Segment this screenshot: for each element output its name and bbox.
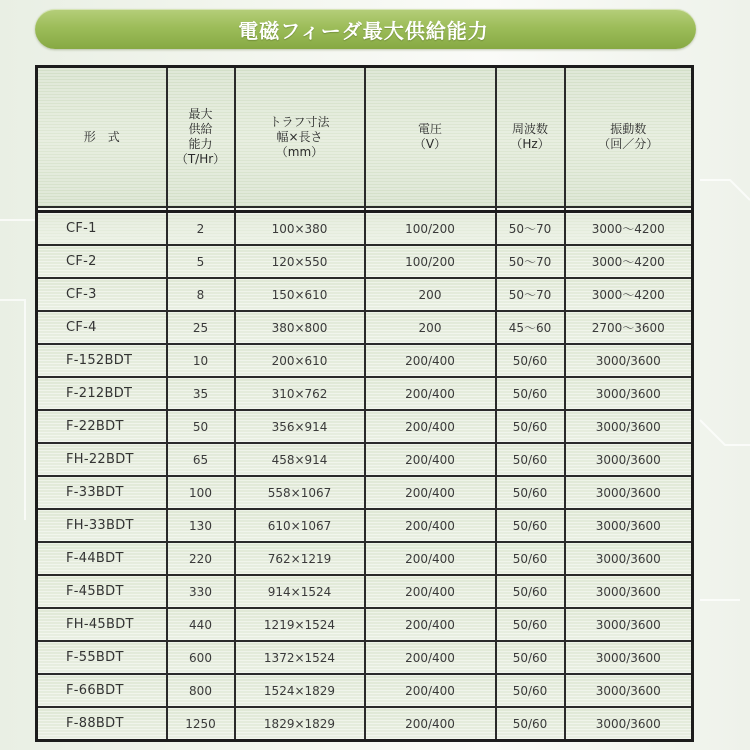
cell-capacity: 8	[167, 278, 235, 311]
cell-frequency: 50/60	[496, 674, 565, 707]
cell-vibration: 3000/3600	[565, 608, 693, 641]
cell-trough-size: 1829×1829	[235, 707, 365, 741]
header-trough-line: 幅×長さ	[276, 129, 323, 144]
cell-trough-size: 762×1219	[235, 542, 365, 575]
cell-voltage: 200	[365, 311, 496, 344]
cell-vibration: 3000/3600	[565, 377, 693, 410]
table-row	[37, 476, 693, 509]
cell-frequency: 45〜60	[496, 311, 565, 344]
cell-voltage: 200/400	[365, 476, 496, 509]
cell-model: CF-4	[37, 311, 167, 344]
cell-voltage: 200/400	[365, 707, 496, 741]
cell-model: CF-3	[37, 278, 167, 311]
cell-trough-size: 120×550	[235, 245, 365, 278]
cell-capacity: 100	[167, 476, 235, 509]
cell-vibration: 3000〜4200	[565, 212, 693, 246]
cell-capacity: 65	[167, 443, 235, 476]
cell-frequency: 50/60	[496, 377, 565, 410]
cell-capacity: 5	[167, 245, 235, 278]
cell-vibration: 3000〜4200	[565, 278, 693, 311]
cell-voltage: 200/400	[365, 608, 496, 641]
header-vibration-label: 振動数	[610, 122, 647, 136]
table-row	[37, 443, 693, 476]
cell-model: F-152BDT	[37, 344, 167, 377]
header-voltage-unit: （V）	[413, 137, 447, 151]
cell-voltage: 200/400	[365, 344, 496, 377]
cell-trough-size: 1219×1524	[235, 608, 365, 641]
cell-capacity: 130	[167, 509, 235, 542]
cell-trough-size: 1372×1524	[235, 641, 365, 674]
cell-trough-size: 558×1067	[235, 476, 365, 509]
cell-frequency: 50〜70	[496, 278, 565, 311]
cell-model: FH-33BDT	[37, 509, 167, 542]
cell-model: F-33BDT	[37, 476, 167, 509]
header-model	[37, 67, 167, 208]
cell-voltage: 200/400	[365, 509, 496, 542]
cell-model: F-44BDT	[37, 542, 167, 575]
cell-frequency: 50/60	[496, 575, 565, 608]
cell-frequency: 50/60	[496, 707, 565, 741]
cell-capacity: 10	[167, 344, 235, 377]
cell-voltage: 200/400	[365, 443, 496, 476]
header-capacity-line: 能力	[188, 137, 213, 151]
table-row	[37, 608, 693, 641]
cell-voltage: 200/400	[365, 377, 496, 410]
cell-frequency: 50/60	[496, 641, 565, 674]
cell-trough-size: 610×1067	[235, 509, 365, 542]
cell-vibration: 2700〜3600	[565, 311, 693, 344]
cell-vibration: 3000/3600	[565, 575, 693, 608]
cell-frequency: 50/60	[496, 608, 565, 641]
capacity-table	[35, 65, 694, 742]
cell-model: FH-45BDT	[37, 608, 167, 641]
header-capacity-unit: （T/Hr）	[175, 152, 226, 166]
header-capacity	[167, 67, 235, 208]
cell-vibration: 3000/3600	[565, 674, 693, 707]
cell-trough-size: 100×380	[235, 212, 365, 246]
cell-model: F-88BDT	[37, 707, 167, 741]
cell-trough-size: 914×1524	[235, 575, 365, 608]
cell-vibration: 3000〜4200	[565, 245, 693, 278]
cell-voltage: 100/200	[365, 212, 496, 246]
cell-vibration: 3000/3600	[565, 641, 693, 674]
header-vibration	[565, 67, 693, 208]
cell-capacity: 35	[167, 377, 235, 410]
cell-voltage: 200	[365, 278, 496, 311]
table-body	[37, 212, 693, 741]
cell-trough-size: 310×762	[235, 377, 365, 410]
cell-voltage: 200/400	[365, 674, 496, 707]
cell-voltage: 200/400	[365, 542, 496, 575]
cell-model: F-212BDT	[37, 377, 167, 410]
cell-frequency: 50/60	[496, 344, 565, 377]
cell-voltage: 200/400	[365, 410, 496, 443]
title-banner	[35, 9, 696, 49]
cell-capacity: 220	[167, 542, 235, 575]
table-row	[37, 410, 693, 443]
cell-model: F-45BDT	[37, 575, 167, 608]
cell-model: FH-22BDT	[37, 443, 167, 476]
table-row	[37, 212, 693, 246]
cell-vibration: 3000/3600	[565, 476, 693, 509]
table-row	[37, 674, 693, 707]
cell-capacity: 440	[167, 608, 235, 641]
table-row	[37, 278, 693, 311]
cell-vibration: 3000/3600	[565, 707, 693, 741]
cell-voltage: 100/200	[365, 245, 496, 278]
cell-trough-size: 356×914	[235, 410, 365, 443]
table-row	[37, 311, 693, 344]
cell-trough-size: 380×800	[235, 311, 365, 344]
header-capacity-line: 最大	[188, 107, 213, 121]
cell-capacity: 330	[167, 575, 235, 608]
header-voltage-label: 電圧	[417, 122, 442, 136]
table-row	[37, 377, 693, 410]
header-vibration-unit: （回／分）	[598, 137, 659, 151]
cell-frequency: 50〜70	[496, 245, 565, 278]
cell-trough-size: 200×610	[235, 344, 365, 377]
header-voltage	[365, 67, 496, 208]
table-row	[37, 245, 693, 278]
cell-capacity: 25	[167, 311, 235, 344]
cell-capacity: 1250	[167, 707, 235, 741]
header-model-label: 形 式	[83, 129, 120, 144]
page-title: 電磁フィーダ最大供給能力	[238, 18, 489, 43]
cell-model: CF-1	[37, 212, 167, 246]
cell-capacity: 50	[167, 410, 235, 443]
cell-model: CF-2	[37, 245, 167, 278]
header-capacity-line: 供給	[188, 122, 213, 136]
cell-trough-size: 1524×1829	[235, 674, 365, 707]
cell-capacity: 600	[167, 641, 235, 674]
cell-model: F-55BDT	[37, 641, 167, 674]
cell-model: F-66BDT	[37, 674, 167, 707]
cell-vibration: 3000/3600	[565, 542, 693, 575]
table-row	[37, 542, 693, 575]
cell-capacity: 800	[167, 674, 235, 707]
cell-voltage: 200/400	[365, 641, 496, 674]
cell-frequency: 50/60	[496, 542, 565, 575]
header-trough-line: トラフ寸法	[269, 114, 330, 129]
cell-vibration: 3000/3600	[565, 443, 693, 476]
table-row	[37, 509, 693, 542]
cell-frequency: 50〜70	[496, 212, 565, 246]
cell-trough-size: 458×914	[235, 443, 365, 476]
cell-vibration: 3000/3600	[565, 509, 693, 542]
cell-frequency: 50/60	[496, 410, 565, 443]
header-frequency-unit: （Hz）	[510, 137, 550, 151]
cell-model: F-22BDT	[37, 410, 167, 443]
table-row	[37, 575, 693, 608]
cell-trough-size: 150×610	[235, 278, 365, 311]
table-header-row	[37, 67, 693, 208]
cell-frequency: 50/60	[496, 476, 565, 509]
table-row	[37, 344, 693, 377]
cell-vibration: 3000/3600	[565, 410, 693, 443]
cell-frequency: 50/60	[496, 509, 565, 542]
header-frequency	[496, 67, 565, 208]
header-trough	[235, 67, 365, 208]
cell-capacity: 2	[167, 212, 235, 246]
cell-vibration: 3000/3600	[565, 344, 693, 377]
cell-voltage: 200/400	[365, 575, 496, 608]
table-row	[37, 707, 693, 741]
header-frequency-label: 周波数	[511, 122, 548, 136]
header-trough-unit: （mm）	[275, 144, 324, 159]
cell-frequency: 50/60	[496, 443, 565, 476]
table-row	[37, 641, 693, 674]
